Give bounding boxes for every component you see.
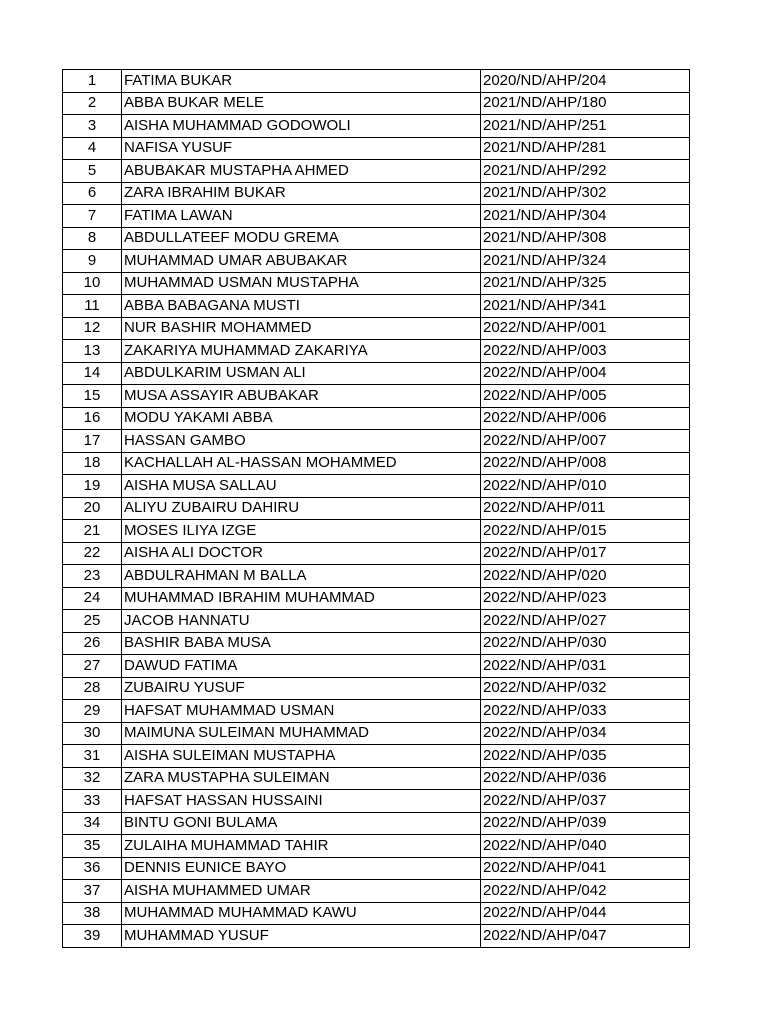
registration-number-cell: 2021/ND/AHP/304 (481, 205, 690, 228)
registration-number-cell: 2022/ND/AHP/027 (481, 610, 690, 633)
table-row (63, 430, 690, 453)
serial-number-cell: 21 (63, 520, 122, 543)
student-name-cell: ABBA BUKAR MELE (122, 92, 481, 115)
serial-number-cell: 16 (63, 407, 122, 430)
student-name-cell: AISHA MUHAMMAD GODOWOLI (122, 115, 481, 138)
serial-number-cell: 39 (63, 925, 122, 948)
student-name-cell: AISHA MUSA SALLAU (122, 475, 481, 498)
registration-number-cell: 2022/ND/AHP/015 (481, 520, 690, 543)
student-name-cell: AISHA MUHAMMED UMAR (122, 880, 481, 903)
student-name-cell: MUHAMMAD IBRAHIM MUHAMMAD (122, 587, 481, 610)
table-row (63, 452, 690, 475)
registration-number-cell: 2021/ND/AHP/281 (481, 137, 690, 160)
table-row (63, 160, 690, 183)
table-row (63, 317, 690, 340)
student-name-cell: BINTU GONI BULAMA (122, 812, 481, 835)
table-row (63, 250, 690, 273)
student-name-cell: BASHIR BABA MUSA (122, 632, 481, 655)
serial-number-cell: 3 (63, 115, 122, 138)
table-row (63, 745, 690, 768)
student-name-cell: MAIMUNA SULEIMAN MUHAMMAD (122, 722, 481, 745)
serial-number-cell: 13 (63, 340, 122, 363)
student-name-cell: ZAKARIYA MUHAMMAD ZAKARIYA (122, 340, 481, 363)
serial-number-cell: 8 (63, 227, 122, 250)
registration-number-cell: 2022/ND/AHP/044 (481, 902, 690, 925)
serial-number-cell: 24 (63, 587, 122, 610)
registration-number-cell: 2022/ND/AHP/031 (481, 655, 690, 678)
registration-number-cell: 2021/ND/AHP/302 (481, 182, 690, 205)
registration-number-cell: 2022/ND/AHP/007 (481, 430, 690, 453)
table-row (63, 205, 690, 228)
serial-number-cell: 31 (63, 745, 122, 768)
registration-number-cell: 2022/ND/AHP/035 (481, 745, 690, 768)
student-name-cell: AISHA SULEIMAN MUSTAPHA (122, 745, 481, 768)
registration-number-cell: 2021/ND/AHP/308 (481, 227, 690, 250)
table-row (63, 340, 690, 363)
table-row (63, 272, 690, 295)
registration-number-cell: 2022/ND/AHP/005 (481, 385, 690, 408)
table-row (63, 632, 690, 655)
student-name-cell: HASSAN GAMBO (122, 430, 481, 453)
serial-number-cell: 14 (63, 362, 122, 385)
table-row (63, 385, 690, 408)
student-list-body (63, 70, 690, 948)
table-row (63, 835, 690, 858)
table-row (63, 587, 690, 610)
registration-number-cell: 2022/ND/AHP/023 (481, 587, 690, 610)
student-name-cell: MODU YAKAMI ABBA (122, 407, 481, 430)
registration-number-cell: 2022/ND/AHP/011 (481, 497, 690, 520)
student-name-cell: JACOB HANNATU (122, 610, 481, 633)
table-row (63, 565, 690, 588)
serial-number-cell: 4 (63, 137, 122, 160)
table-row (63, 677, 690, 700)
serial-number-cell: 11 (63, 295, 122, 318)
serial-number-cell: 23 (63, 565, 122, 588)
serial-number-cell: 33 (63, 790, 122, 813)
serial-number-cell: 2 (63, 92, 122, 115)
registration-number-cell: 2022/ND/AHP/017 (481, 542, 690, 565)
serial-number-cell: 5 (63, 160, 122, 183)
table-row (63, 520, 690, 543)
serial-number-cell: 12 (63, 317, 122, 340)
student-name-cell: ZARA MUSTAPHA SULEIMAN (122, 767, 481, 790)
registration-number-cell: 2022/ND/AHP/036 (481, 767, 690, 790)
student-name-cell: FATIMA BUKAR (122, 70, 481, 93)
registration-number-cell: 2020/ND/AHP/204 (481, 70, 690, 93)
serial-number-cell: 10 (63, 272, 122, 295)
student-name-cell: ZARA IBRAHIM BUKAR (122, 182, 481, 205)
serial-number-cell: 17 (63, 430, 122, 453)
table-row (63, 610, 690, 633)
table-row (63, 700, 690, 723)
student-list-table (62, 69, 690, 948)
registration-number-cell: 2022/ND/AHP/039 (481, 812, 690, 835)
table-row (63, 767, 690, 790)
table-row (63, 542, 690, 565)
registration-number-cell: 2022/ND/AHP/006 (481, 407, 690, 430)
registration-number-cell: 2022/ND/AHP/001 (481, 317, 690, 340)
student-name-cell: ZUBAIRU YUSUF (122, 677, 481, 700)
registration-number-cell: 2021/ND/AHP/325 (481, 272, 690, 295)
student-name-cell: HAFSAT MUHAMMAD USMAN (122, 700, 481, 723)
registration-number-cell: 2022/ND/AHP/008 (481, 452, 690, 475)
registration-number-cell: 2021/ND/AHP/180 (481, 92, 690, 115)
student-name-cell: FATIMA LAWAN (122, 205, 481, 228)
registration-number-cell: 2021/ND/AHP/251 (481, 115, 690, 138)
student-name-cell: AISHA ALI DOCTOR (122, 542, 481, 565)
registration-number-cell: 2022/ND/AHP/020 (481, 565, 690, 588)
registration-number-cell: 2022/ND/AHP/041 (481, 857, 690, 880)
table-row (63, 362, 690, 385)
student-name-cell: NAFISA YUSUF (122, 137, 481, 160)
serial-number-cell: 27 (63, 655, 122, 678)
table-row (63, 295, 690, 318)
student-name-cell: ABDULKARIM USMAN ALI (122, 362, 481, 385)
serial-number-cell: 38 (63, 902, 122, 925)
table-row (63, 880, 690, 903)
serial-number-cell: 19 (63, 475, 122, 498)
serial-number-cell: 20 (63, 497, 122, 520)
serial-number-cell: 37 (63, 880, 122, 903)
serial-number-cell: 25 (63, 610, 122, 633)
serial-number-cell: 30 (63, 722, 122, 745)
student-name-cell: ABUBAKAR MUSTAPHA AHMED (122, 160, 481, 183)
table-row (63, 722, 690, 745)
table-row (63, 115, 690, 138)
serial-number-cell: 6 (63, 182, 122, 205)
table-row (63, 790, 690, 813)
serial-number-cell: 26 (63, 632, 122, 655)
serial-number-cell: 1 (63, 70, 122, 93)
registration-number-cell: 2022/ND/AHP/040 (481, 835, 690, 858)
registration-number-cell: 2022/ND/AHP/047 (481, 925, 690, 948)
table-row (63, 137, 690, 160)
serial-number-cell: 15 (63, 385, 122, 408)
serial-number-cell: 9 (63, 250, 122, 273)
student-name-cell: ABDULRAHMAN M BALLA (122, 565, 481, 588)
student-name-cell: KACHALLAH AL-HASSAN MOHAMMED (122, 452, 481, 475)
serial-number-cell: 32 (63, 767, 122, 790)
student-name-cell: DENNIS EUNICE BAYO (122, 857, 481, 880)
student-name-cell: MOSES ILIYA IZGE (122, 520, 481, 543)
table-row (63, 407, 690, 430)
registration-number-cell: 2022/ND/AHP/037 (481, 790, 690, 813)
table-row (63, 182, 690, 205)
registration-number-cell: 2021/ND/AHP/292 (481, 160, 690, 183)
table-row (63, 655, 690, 678)
table-row (63, 475, 690, 498)
student-name-cell: NUR BASHIR MOHAMMED (122, 317, 481, 340)
table-row (63, 70, 690, 93)
serial-number-cell: 34 (63, 812, 122, 835)
serial-number-cell: 22 (63, 542, 122, 565)
registration-number-cell: 2022/ND/AHP/010 (481, 475, 690, 498)
student-name-cell: MUHAMMAD UMAR ABUBAKAR (122, 250, 481, 273)
student-name-cell: ZULAIHA MUHAMMAD TAHIR (122, 835, 481, 858)
table-row (63, 902, 690, 925)
registration-number-cell: 2022/ND/AHP/032 (481, 677, 690, 700)
registration-number-cell: 2022/ND/AHP/030 (481, 632, 690, 655)
student-name-cell: MUSA ASSAYIR ABUBAKAR (122, 385, 481, 408)
serial-number-cell: 35 (63, 835, 122, 858)
serial-number-cell: 18 (63, 452, 122, 475)
student-name-cell: ABBA BABAGANA MUSTI (122, 295, 481, 318)
registration-number-cell: 2021/ND/AHP/341 (481, 295, 690, 318)
table-row (63, 812, 690, 835)
student-name-cell: MUHAMMAD USMAN MUSTAPHA (122, 272, 481, 295)
registration-number-cell: 2022/ND/AHP/034 (481, 722, 690, 745)
table-row (63, 92, 690, 115)
registration-number-cell: 2022/ND/AHP/033 (481, 700, 690, 723)
serial-number-cell: 28 (63, 677, 122, 700)
student-name-cell: HAFSAT HASSAN HUSSAINI (122, 790, 481, 813)
student-name-cell: MUHAMMAD YUSUF (122, 925, 481, 948)
registration-number-cell: 2022/ND/AHP/004 (481, 362, 690, 385)
student-name-cell: ALIYU ZUBAIRU DAHIRU (122, 497, 481, 520)
student-name-cell: ABDULLATEEF MODU GREMA (122, 227, 481, 250)
table-row (63, 925, 690, 948)
registration-number-cell: 2021/ND/AHP/324 (481, 250, 690, 273)
table-row (63, 227, 690, 250)
serial-number-cell: 36 (63, 857, 122, 880)
registration-number-cell: 2022/ND/AHP/003 (481, 340, 690, 363)
serial-number-cell: 7 (63, 205, 122, 228)
table-row (63, 497, 690, 520)
student-name-cell: MUHAMMAD MUHAMMAD KAWU (122, 902, 481, 925)
registration-number-cell: 2022/ND/AHP/042 (481, 880, 690, 903)
student-name-cell: DAWUD FATIMA (122, 655, 481, 678)
table-row (63, 857, 690, 880)
serial-number-cell: 29 (63, 700, 122, 723)
